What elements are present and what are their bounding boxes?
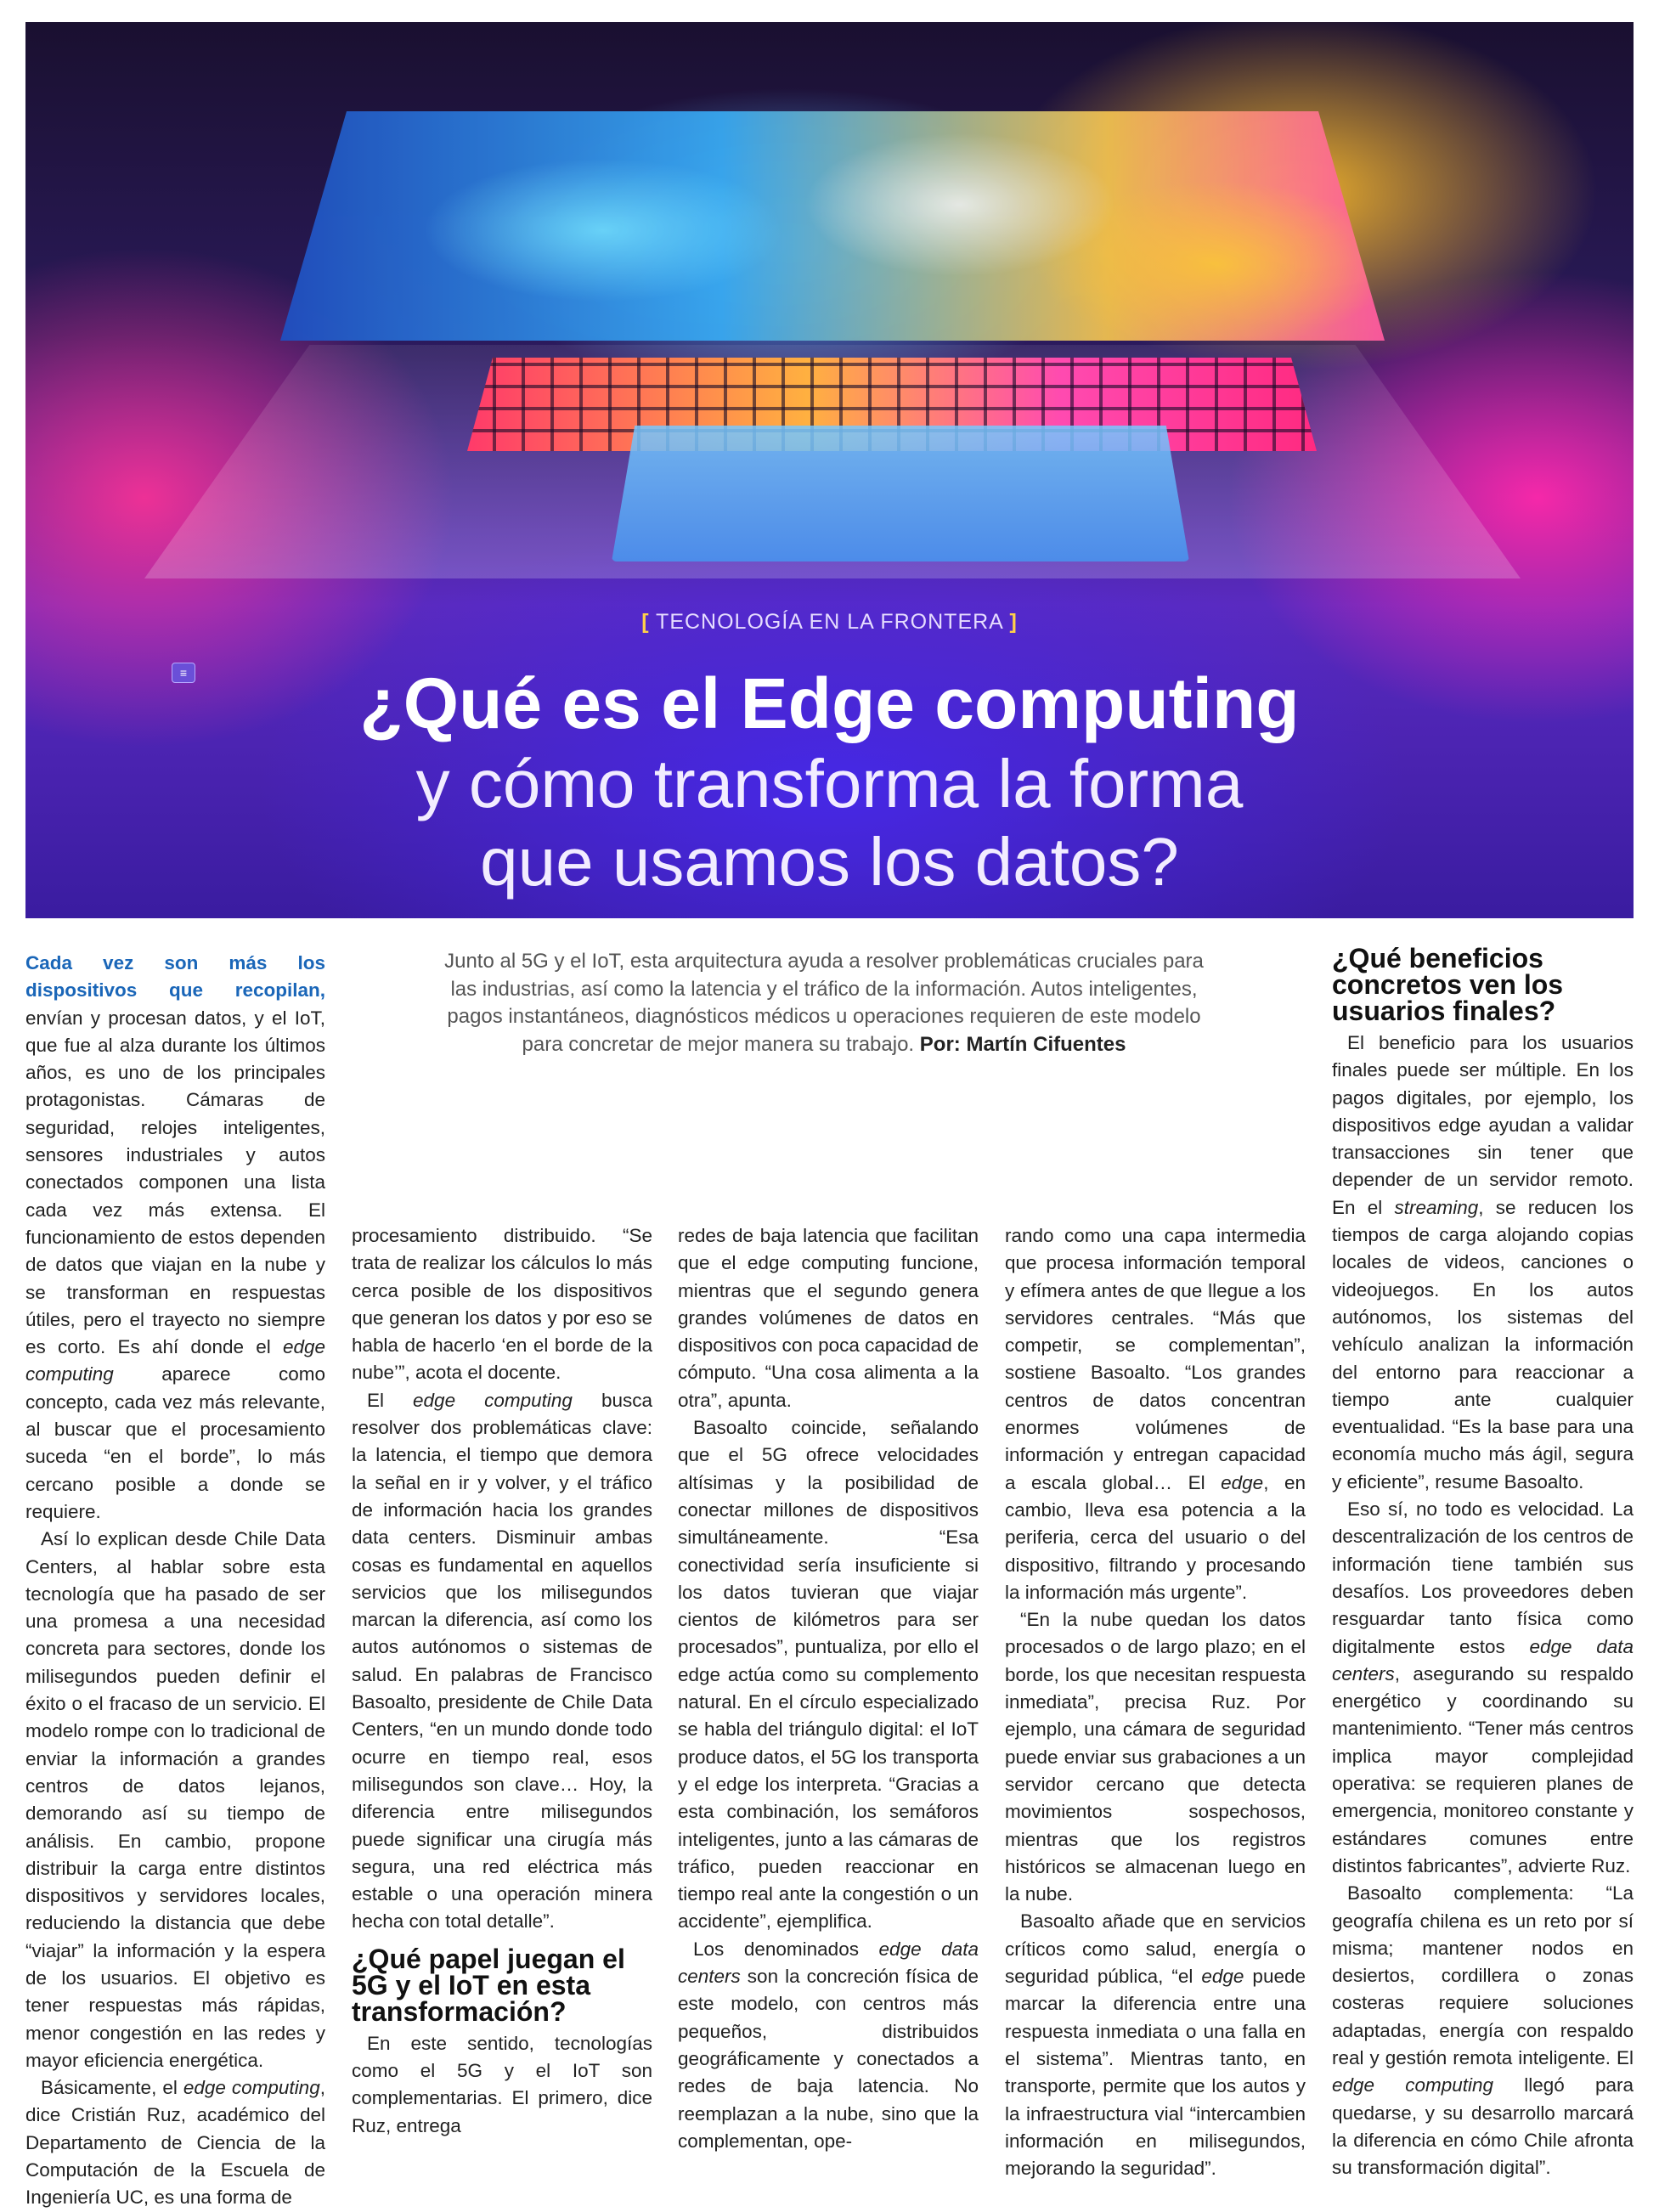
article-column-4 <box>1005 1222 1306 2182</box>
paragraph: Así lo explican desde Chile Data Centers, al hablar sobre esta tecnología que ha pasado de ser una promesa a una necesidad concreta para sectores, donde los milisegundos pueden definir el éxito o el fracaso de un servicio. El modelo rompe con lo tradicional de enviar la información a grandes centros de datos lejanos, demorando así su tiempo de análisis. En cambio, propone distribuir la carga entre distintos dispositivos y servidores locales, reduciendo la distancia que debe “viajar” la información y la espera de los usuarios. El objetivo es tener respuestas más rápidas, menor congestión en las redes y mayor eficiencia energética. <box>25 1528 325 2071</box>
subhead: ¿Qué beneficios concretos ven los usuarios finales? <box>1332 943 1564 1026</box>
laptop-trackpad <box>612 426 1189 561</box>
paragraph: procesamiento distribuido. “Se trata de realizar los cálculos lo más cerca posible de los dispositivos que generan los datos y por eso se habla de hacerlo ‘en el borde de la nube’”, acota el docente. <box>352 1225 652 1384</box>
laptop-screen <box>280 111 1385 341</box>
headline-line-3: que usamos los datos? <box>480 824 1179 900</box>
paragraph: El edge computing busca resolver dos problemáticas clave: la latencia, el tiempo que demora la señal en ir y volver, y el tráfico de información hacia los grandes data centers. Disminuir ambas cosas es fundamental en aquellos servicios que los milisegundos marcan la diferencia, así como los autos autónomos o sistemas de salud. En palabras de Francisco Basoalto, presidente de Chile Data Centers, “en un mundo donde todo ocurre en tiempo real, esos milisegundos son clave… Hoy, la diferencia entre milisegundos puede significar una cirugía más segura, una red eléctrica más estable o una operación minera hecha con total detalle”. <box>352 1389 652 1933</box>
paragraph: Cada vez son más los dispositivos que recopilan, envían y procesan datos, y el IoT, que fue al alza durante los últimos años, es uno de los principales protagonistas. Cámaras de seguridad, relojes inteligentes, sensores industriales y autos conectados componen una lista cada vez más extensa. El funcionamiento de estos dependen de datos que viajan en la nube y se transforman en respuestas útiles, pero el trayecto no siempre es corto. Es ahí donde el edge computing aparece como concepto, cada vez más relevante, al buscar que el procesamiento suceda “en el borde”, lo más cercano posible a donde se requiere. <box>25 952 325 1522</box>
hero-image <box>25 22 1634 918</box>
paragraph: Basoalto coincide, señalando que el 5G ofrece velocidades altísimas y la posibilidad de conectar millones de dispositivos simultáneamente. “Esa conectividad sería insuficiente si los datos tuvieran que viajar cientos de kilómetros para ser procesados”, puntualiza, por ello el edge actúa como su complemento natural. En el círculo especializado se habla del triángulo digital: el IoT produce datos, el 5G los transporta y el edge los interpreta. “Gracias a esta combinación, los semáforos inteligentes, junto a las cámaras de tráfico, pueden reaccionar en tiempo real ante la congestión o un accidente”, ejemplifica. <box>678 1417 979 1933</box>
headline-line-2: y cómo transforma la forma <box>415 746 1244 821</box>
article-column-3 <box>678 1222 979 2155</box>
paragraph: Basoalto complementa: “La geografía chilena es un reto por sí misma; mantener nodos en desiertos, cordillera o zonas costeras requiere soluciones adaptadas, energía con respaldo real y gestión remota inteligente. El edge computing llegó para quedarse, y su desarrollo marcará la diferencia en cómo Chile afronta su transformación digital”. <box>1332 1882 1634 2179</box>
paragraph: Eso sí, no todo es velocidad. La descentralización de los centros de información tiene también sus desafíos. Los proveedores deben resguardar tanto física como digitalmente estos edge data centers, asegurando su respaldo energético y coordinando su mantenimiento. “Tener más centros implica mayor complejidad operativa: se requieren planes de emergencia, monitoreo constante y estándares comunes entre distintos fabricantes”, advierte Ruz. <box>1332 1498 1634 1876</box>
paragraph: “En la nube quedan los datos procesados o de largo plazo; en el borde, los que necesitan respuesta inmediata”, precisa Ruz. Por ejemplo, una cámara de seguridad puede enviar sus grabaciones a un servidor cercano que detecta movimientos sospechosos, mientras que los registros históricos se almacenan luego en la nube. <box>1005 1609 1306 1905</box>
article-column-1 <box>25 950 325 2212</box>
paragraph: Los denominados edge data centers son la concreción física de este modelo, con centros más pequeños, distribuidos geográficamente y conectados a redes de baja latencia. No reemplazan a la nube, sino que la complementan, ope- <box>678 1938 979 2152</box>
paragraph: Basoalto añade que en servicios críticos como salud, energía o seguridad pública, “el edge puede marcar la diferencia entre una respuesta inmediata o una falla en el sistema”. Mientras tanto, en transporte, permite que los autos y la infraestructura vial “intercambien información en milisegundos, mejorando la seguridad”. <box>1005 1910 1306 2180</box>
paragraph: Básicamente, el edge computing, dice Cristián Ruz, académico del Departamento de Ciencia de la Computación de la Escuela de Ingeniería UC, es una forma de <box>25 2077 325 2209</box>
byline: Por: Martín Cifuentes <box>919 1032 1126 1056</box>
headline-line-1: ¿Qué es el Edge computing <box>359 663 1300 743</box>
article-column-2 <box>352 1222 652 2140</box>
paragraph: En este sentido, tecnologías como el 5G y el IoT son complementarias. El primero, dice Ruz, entrega <box>352 2032 652 2136</box>
chat-icon[interactable]: ≡ <box>172 663 195 683</box>
lead-in: Cada vez son más los dispositivos que recopilan, <box>25 952 325 1002</box>
paragraph: redes de baja latencia que facilitan que el edge computing funcione, mientras que el segundo genera grandes volúmenes de datos en dispositivos con poca capacidad de cómputo. “Una cosa alimenta a la otra”, apunta. <box>678 1225 979 1411</box>
article-lead: Junto al 5G y el IoT, esta arquitectura ayuda a resolver problemáticas cruciales para las industrias, así como la latencia y el tráfico de la información. Autos inteligentes, pagos instantáneos, diagnósticos médicos u operaciones requieren de este modelo para concretar de mejor manera su trabajo. Por: Martín Cifuentes <box>444 950 1204 1056</box>
section-kicker: [ TECNOLOGÍA EN LA FRONTERA ] <box>641 610 1018 634</box>
paragraph: rando como una capa intermedia que procesa información temporal y efímera antes de que llegue a los servidores centrales. “Más que competir, se complementan”, sostiene Basoalto. “Los grandes centros de datos concentran enormes volúmenes de información y entregan capacidad a escala global… El edge, en cambio, lleva esa potencia a la periferia, cerca del usuario o del dispositivo, filtrando y procesando la información más urgente”. <box>1005 1225 1306 1603</box>
paragraph: El beneficio para los usuarios finales puede ser múltiple. En los pagos digitales, por ejemplo, los dispositivos edge ayudan a validar transacciones sin tener que depender de un servidor remoto. En el streaming, se reducen los tiempos de carga alojando copias locales de videos, canciones o videojuegos. En los autos autónomos, los sistemas del vehículo analizan la información del entorno para reaccionar a tiempo ante cualquier eventualidad. “Es la base para una economía mucho más ágil, segura y eficiente”, resume Basoalto. <box>1332 1032 1634 1493</box>
subhead: ¿Qué papel juegan el 5G y el IoT en esta transformación? <box>352 1943 625 2027</box>
article-column-5 <box>1332 945 1634 2181</box>
